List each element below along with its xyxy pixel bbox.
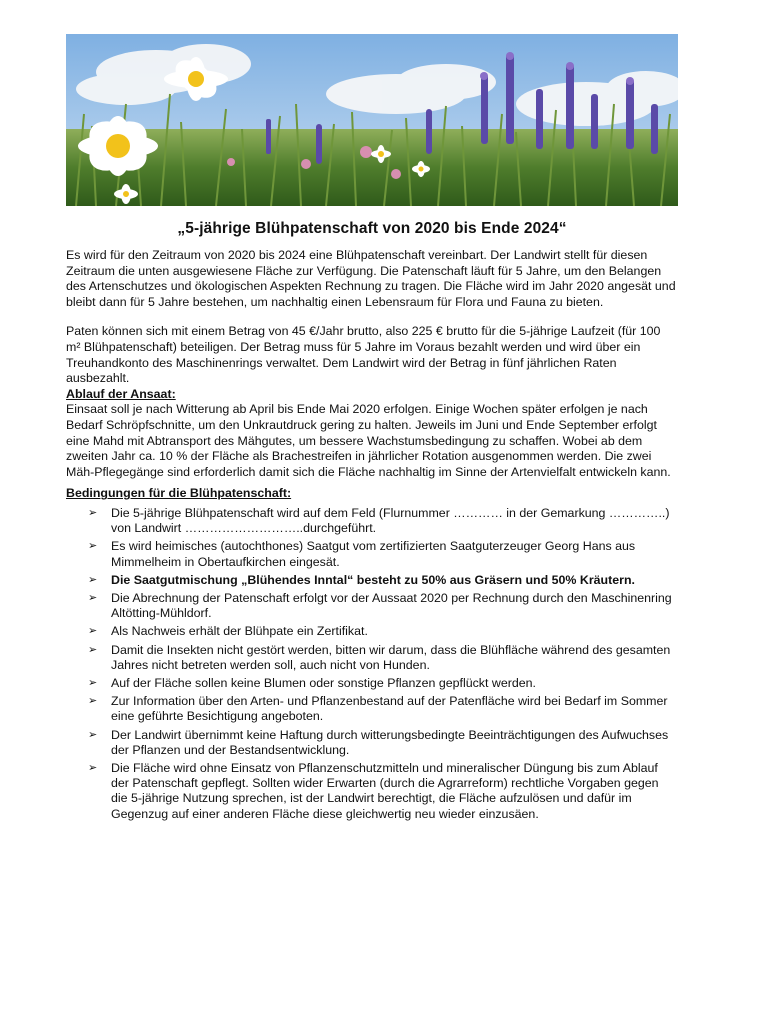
conditions-list	[66, 506, 678, 822]
list-item	[66, 676, 678, 691]
intro-paragraph: Es wird für den Zeitraum von 2020 bis 2024 eine Blühpatenschaft vereinbart. Der Landwirt stellt für diesen Zeitraum die unten ausgewiesene Fläche zur Verfügung. Die Patenschaft läuft für 5 Jahre, um den Belangen des Artenschutzes und ökologischen Aspekten Rechnung zu tragen. Die Fläche wird im Jahr 2020 angesät und bleibt dann für 5 Jahre bestehen, um nachhaltig einen Lebensraum für Flora und Fauna zu bieten.	[66, 248, 676, 309]
sowing-paragraph: Einsaat soll je nach Witterung ab April bis Ende Mai 2020 erfolgen. Einige Wochen später erfolgen je nach Bedarf Schröpfschnitte, um den Unkrautdruck gering zu halten. Jeweils im Juni und Ende September erfolgt eine Mahd mit Abtransport des Mähgutes, um bessere Wachstumsbedingung zu schaffen. Wobei ab dem zweiten Jahr ca. 10 % der Fläche als Brachestreifen in jährlicher Rotation ausgenommen werden. Die zwei Mäh-Pflegegänge sind erforderlich damit sich die Fläche nachhaltig im Sinne der Artenvielfalt entwickeln kann.	[66, 402, 671, 479]
arrow-bullet-icon: ➢	[88, 625, 98, 638]
list-item	[66, 761, 678, 822]
list-item	[66, 573, 678, 588]
condition-text: Zur Information über den Arten- und Pflanzenbestand auf der Patenfläche wird bei Bedarf im Sommer eine geführte Besichtigung angeboten.	[111, 694, 668, 724]
arrow-bullet-icon: ➢	[88, 643, 98, 656]
list-item	[66, 539, 678, 569]
condition-text: Die 5-jährige Blühpatenschaft wird auf dem Feld (Flurnummer ………… in der Gemarkung …………..) von Landwirt ………………………..durchgeführt.	[111, 505, 670, 536]
condition-text: Die Abrechnung der Patenschaft erfolgt vor der Aussaat 2020 per Rechnung durch den Maschinenring Altötting-Mühldorf.	[111, 590, 672, 621]
condition-text: Die Fläche wird ohne Einsatz von Pflanzenschutzmitteln und mineralischer Düngung bis zum Ablauf der Patenschaft gepflegt. Sollten wider Erwarten (durch die Agrarreform) rechtliche Vorgaben gegen die 5-jährige Nutzung sprechen, ist der Landwirt berechtigt, die Fläche aufzulösen und dafür im Gegenzug auf einer anderen Fläche diese gleichwertig neu wieder einzusäen.	[111, 760, 659, 821]
document-page	[66, 34, 678, 825]
document-title: „5-jährige Blühpatenschaft von 2020 bis Ende 2024“	[177, 220, 567, 237]
arrow-bullet-icon: ➢	[88, 761, 98, 774]
arrow-bullet-icon: ➢	[88, 676, 98, 689]
condition-text: Der Landwirt übernimmt keine Haftung durch witterungsbedingte Beeinträchtigungen des Aufwuchses der Pflanzen und der Bestandsentwicklung.	[111, 727, 669, 757]
paragraph-spacer	[66, 310, 678, 324]
list-item	[66, 694, 678, 724]
payment-paragraph: Paten können sich mit einem Betrag von 45 €/Jahr brutto, also 225 € brutto für die 5-jährige Laufzeit (für 100 m² Blühpatenschaft) beteiligen. Der Betrag muss für 5 Jahre im Voraus bezahlt werden und wird über ein Treuhandkonto des Maschinenrings verwaltet. Dem Landwirt wird der Betrag in fünf jährlichen Raten ausbezahlt.	[66, 324, 661, 386]
list-item	[66, 728, 678, 758]
conditions-heading: Bedingungen für die Blühpatenschaft:	[66, 486, 292, 501]
list-item	[66, 624, 678, 639]
arrow-bullet-icon: ➢	[88, 506, 98, 519]
list-item	[66, 506, 678, 536]
condition-text: Auf der Fläche sollen keine Blumen oder sonstige Pflanzen gepflückt werden.	[111, 675, 536, 690]
sowing-heading: Ablauf der Ansaat:	[66, 386, 176, 401]
condition-text: Als Nachweis erhält der Blühpate ein Zertifikat.	[111, 624, 368, 639]
arrow-bullet-icon: ➢	[88, 591, 98, 604]
list-item	[66, 643, 678, 673]
list-item	[66, 591, 678, 621]
condition-text: Es wird heimisches (autochthones) Saatgut vom zertifizierten Saatguterzeuger Georg Hans aus Mimmelheim in Obertaufkirchen eingesät.	[111, 539, 636, 569]
condition-text: Die Saatgutmischung „Blühendes Inntal“ besteht zu 50% aus Gräsern und 50% Kräutern.	[111, 572, 635, 587]
arrow-bullet-icon: ➢	[88, 540, 98, 553]
arrow-bullet-icon: ➢	[88, 728, 98, 741]
condition-text: Damit die Insekten nicht gestört werden, bitten wir darum, dass die Blühfläche während des gesamten Jahres nicht betreten werden soll, auch nicht von Hunden.	[111, 642, 671, 672]
arrow-bullet-icon: ➢	[88, 695, 98, 708]
arrow-bullet-icon: ➢	[88, 573, 98, 586]
meadow-photo	[66, 34, 678, 206]
